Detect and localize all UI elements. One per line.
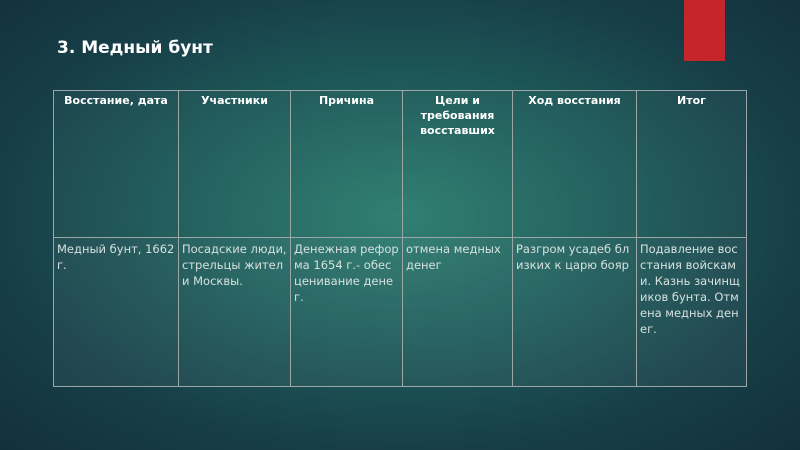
accent-bar: [684, 0, 725, 61]
header-course: Ход восстания: [513, 91, 637, 238]
cell-goals: отмена медных денег: [403, 238, 513, 387]
header-cause: Причина: [291, 91, 403, 238]
table-header-row: [54, 91, 747, 238]
cell-event: Медный бунт, 1662 г.: [54, 238, 179, 387]
header-goals: Цели и требования восставших: [403, 91, 513, 238]
table-row: [54, 238, 747, 387]
cell-participants: Посадские люди, стрельцы жители Москвы.: [179, 238, 291, 387]
header-result: Итог: [637, 91, 747, 238]
slide-title: 3. Медный бунт: [57, 38, 213, 58]
header-uprising-date: Восстание, дата: [54, 91, 179, 238]
cell-cause: Денежная реформа 1654 г.- обесценивание денег.: [291, 238, 403, 387]
cell-result: Подавление восстания войсками. Казнь зачинщиков бунта. Отмена медных денег.: [637, 238, 747, 387]
uprising-table: [53, 90, 747, 387]
header-participants: Участники: [179, 91, 291, 238]
cell-course: Разгром усадеб близких к царю бояр: [513, 238, 637, 387]
